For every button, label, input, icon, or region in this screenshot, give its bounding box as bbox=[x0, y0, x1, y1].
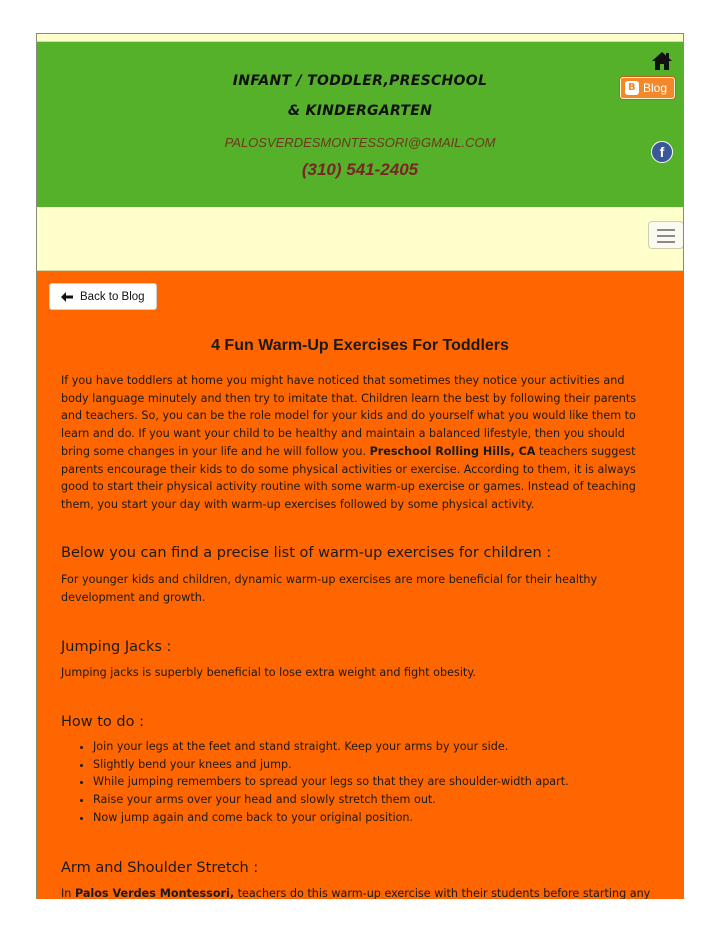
palos-verdes-montessori-link[interactable]: Palos Verdes Montessori, bbox=[74, 887, 235, 899]
blogger-icon: B bbox=[625, 81, 639, 95]
tagline-line2: & KINDERGARTEN bbox=[287, 103, 433, 119]
list-item: • While jumping remembers to spread your legs so that they are shoulder-width apart. bbox=[93, 773, 653, 791]
hamburger-menu-icon bbox=[657, 229, 675, 231]
preschool-rolling-hills-link[interactable]: Preschool Rolling Hills, CA bbox=[369, 444, 536, 458]
list-intro-paragraph: For younger kids and children, dynamic warm-up exercises are more beneficial for their healthy development and growth. bbox=[61, 573, 598, 604]
list-item: • Raise your arms over your head and slowly stretch them out. bbox=[93, 791, 653, 809]
contact-phone-link[interactable]: (310) 541-2405 bbox=[301, 160, 419, 179]
tagline-line1: INFANT / TODDLER,PRESCHOOL bbox=[232, 73, 488, 89]
hamburger-menu-button[interactable] bbox=[648, 221, 684, 249]
intro-paragraph: If you have toddlers at home you might have noticed that sometimes they notice your activities and body language minutely and then try to imitate that. Children learn the best by following their parents and teachers. So, you can be the role model for your kids and do yourself what you would like them to learn and do. If you want your child to be healthy and maintain a balanced lifestyle, then you should bring some changes in your life and he will follow you. Preschool Rolling Hills, CA teachers suggest parents encourage their kids to do some physical activities or exercise. According to them, it is always good to start their physical activity routine with some warm-up exercise or games. Instead of teaching them, you start your day with warm-up exercises followed by some physical activity. bbox=[61, 374, 637, 511]
post-title: 4 Fun Warm-Up Exercises For Toddlers bbox=[211, 337, 509, 354]
page-frame bbox=[36, 33, 684, 899]
jumping-jacks-paragraph: Jumping jacks is superbly beneficial to lose extra weight and fight obesity. bbox=[61, 666, 476, 679]
heading-exercise-list: Below you can find a precise list of warm-up exercises for children : bbox=[61, 545, 552, 561]
blog-button-label: Blog bbox=[643, 81, 668, 95]
blog-button[interactable] bbox=[620, 77, 675, 99]
steps-list bbox=[93, 738, 653, 827]
heading-jumping-jacks: Jumping Jacks : bbox=[61, 639, 172, 655]
site-header bbox=[37, 42, 683, 207]
back-to-blog-label: Back to Blog bbox=[80, 290, 145, 303]
contact-email-link[interactable]: PALOSVERDESMONTESSORI@GMAIL.COM bbox=[224, 135, 496, 150]
heading-arm-shoulder-stretch: Arm and Shoulder Stretch : bbox=[61, 860, 259, 876]
nav-bar bbox=[37, 207, 683, 271]
back-to-blog-button[interactable] bbox=[49, 283, 157, 310]
top-strip bbox=[37, 34, 683, 42]
list-item: • Slightly bend your knees and jump. bbox=[93, 756, 653, 774]
list-item: • Now jump again and come back to your original position. bbox=[93, 809, 653, 827]
facebook-icon[interactable]: f bbox=[651, 141, 673, 163]
arm-stretch-paragraph: In Palos Verdes Montessori, teachers do this warm-up exercise with their students before starting any bbox=[61, 887, 651, 899]
heading-how-to-do: How to do : bbox=[61, 714, 144, 730]
list-item: • Join your legs at the feet and stand straight. Keep your arms by your side. bbox=[93, 738, 653, 756]
home-icon[interactable] bbox=[651, 51, 673, 71]
arrow-left-icon bbox=[61, 292, 73, 302]
